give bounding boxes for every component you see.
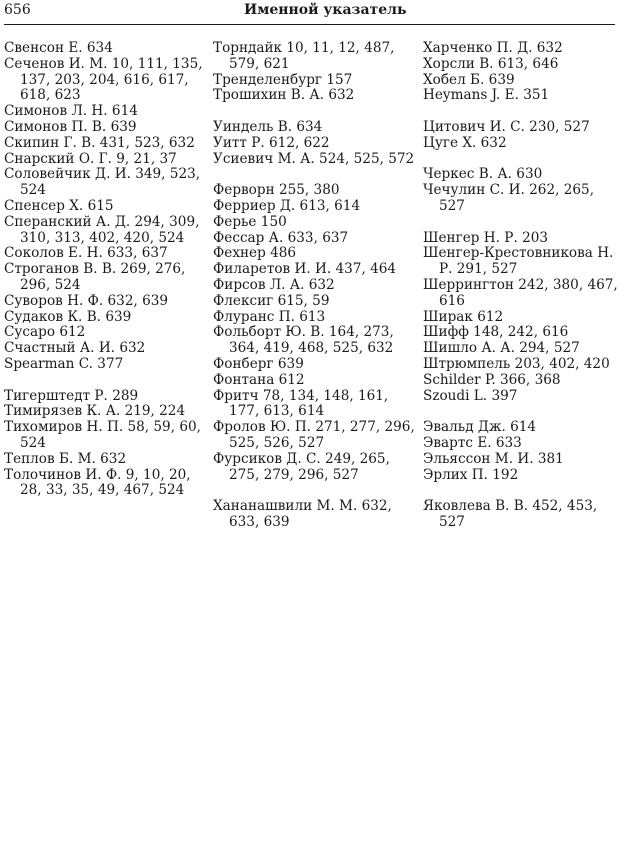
- index-group: [423, 420, 618, 483]
- index-group: [423, 120, 618, 152]
- index-entry: Флуранс П. 613: [213, 308, 326, 325]
- index-entry: Соловейчик Д. И. 349, 523, 524: [4, 166, 201, 199]
- page-header: [4, 0, 615, 25]
- index-entry: Фурсиков Д. С. 249, 265, 275, 279, 296, 527: [213, 450, 390, 483]
- index-entry: Хобел Б. 639: [423, 71, 515, 88]
- index-group: [4, 389, 209, 500]
- index-entry: Симонов Л. Н. 614: [4, 103, 138, 120]
- index-entry: Фритч 78, 134, 148, 161, 177, 613, 614: [213, 387, 389, 420]
- index-entry: Ферье 150: [213, 213, 287, 230]
- index-entry: Шифф 148, 242, 616: [423, 324, 569, 341]
- running-title: Именной указатель: [244, 2, 407, 18]
- index-entry: Сеченов И. М. 10, 111, 135, 137, 203, 204, 616, 617, 618, 623: [4, 55, 203, 104]
- index-entry: Тигерштедт Р. 289: [4, 387, 139, 404]
- index-entry: Симонов П. В. 639: [4, 118, 137, 135]
- index-entry: Шенгер Н. Р. 203: [423, 229, 549, 246]
- index-group: [423, 499, 618, 531]
- index-group: [423, 167, 618, 214]
- index-group: [213, 41, 418, 104]
- index-entry: Торндайк 10, 11, 12, 487, 579, 621: [213, 40, 395, 72]
- index-column-1: [4, 41, 209, 515]
- index-entry: Фольборт Ю. В. 164, 273, 364, 419, 468, 525, 632: [213, 324, 394, 357]
- index-entry: Усиевич М. А. 524, 525, 572: [213, 150, 415, 167]
- index-entry: Эрлих П. 192: [423, 466, 519, 483]
- index-group: [213, 183, 418, 483]
- index-entry: Филаретов И. И. 437, 464: [213, 261, 397, 278]
- index-group: [423, 231, 618, 405]
- index-entry: Фонберг 639: [213, 355, 304, 372]
- index-entry: Цитович И. С. 230, 527: [423, 118, 590, 135]
- index-entry: Тихомиров Н. П. 58, 59, 60, 524: [4, 419, 201, 451]
- index-entry: Шишло А. А. 294, 527: [423, 340, 580, 357]
- index-entry: Спенсер Х. 615: [4, 197, 114, 214]
- index-entry: Толочинов И. Ф. 9, 10, 20, 28, 33, 35, 49, 467, 524: [4, 466, 191, 499]
- index-entry: Сусаро 612: [4, 324, 86, 341]
- index-entry: Ширак 612: [423, 308, 504, 325]
- index-group: [423, 41, 618, 104]
- index-entry: Штрюмпель 203, 402, 420: [423, 355, 610, 372]
- index-entry: Сперанский А. Д. 294, 309, 310, 313, 402, 420, 524: [4, 213, 200, 246]
- index-entry: Уиндель В. 634: [213, 118, 323, 135]
- index-entry: Хорсли В. 613, 646: [423, 55, 559, 72]
- index-column-2: [213, 41, 418, 547]
- index-entry: Heymans J. E. 351: [423, 87, 550, 104]
- index-entry: Spearman C. 377: [4, 355, 124, 372]
- index-entry: Фехнер 486: [213, 245, 297, 262]
- index-entry: Тимирязев К. А. 219, 224: [4, 403, 186, 420]
- index-entry: Скипин Г. В. 431, 523, 632: [4, 134, 195, 151]
- index-entry: Schilder P. 366, 368: [423, 371, 561, 388]
- index-entry: Цуге Х. 632: [423, 134, 507, 151]
- index-entry: Эвальд Дж. 614: [423, 419, 537, 436]
- index-entry: Фролов Ю. П. 271, 277, 296, 525, 526, 527: [213, 419, 415, 451]
- index-entry: Черкес В. А. 630: [423, 166, 543, 183]
- index-group: [213, 499, 418, 531]
- index-entry: Счастный А. И. 632: [4, 340, 146, 357]
- index-entry: Яковлева В. В. 452, 453, 527: [423, 498, 598, 530]
- index-entry: Szoudi L. 397: [423, 387, 518, 404]
- index-group: [4, 41, 209, 373]
- index-entry: Шенгер-Крестовникова Н. Р. 291, 527: [423, 245, 614, 278]
- index-entry: Тренделенбург 157: [213, 71, 353, 88]
- index-entry: Шеррингтон 242, 380, 467, 616: [423, 276, 618, 309]
- index-entry: Суворов Н. Ф. 632, 639: [4, 292, 169, 309]
- index-entry: Трошихин В. А. 632: [213, 87, 355, 104]
- index-entry: Судаков К. В. 639: [4, 308, 132, 325]
- index-entry: Соколов Е. Н. 633, 637: [4, 245, 168, 262]
- page-number: 656: [4, 2, 31, 18]
- index-entry: Фонтана 612: [213, 371, 305, 388]
- index-entry: Харченко П. Д. 632: [423, 40, 563, 56]
- index-entry: Строганов В. В. 269, 276, 296, 524: [4, 261, 186, 293]
- index-entry: Теплов Б. М. 632: [4, 450, 127, 467]
- index-entry: Флексиг 615, 59: [213, 292, 330, 309]
- index-entry: Фирсов Л. А. 632: [213, 276, 335, 293]
- index-entry: Хананашвили М. М. 632, 633, 639: [213, 498, 392, 530]
- index-entry: Снарский О. Г. 9, 21, 37: [4, 150, 177, 167]
- index-entry: Фессар А. 633, 637: [213, 229, 349, 246]
- index-entry: Эльяссон М. И. 381: [423, 450, 564, 467]
- index-group: [213, 120, 418, 167]
- index-entry: Ферворн 255, 380: [213, 182, 340, 199]
- index-entry: Чечулин С. И. 262, 265, 527: [423, 182, 595, 214]
- index-entry: Свенсон Е. 634: [4, 40, 113, 56]
- index-entry: Уитт Р. 612, 622: [213, 134, 330, 151]
- index-entry: Эвартс Е. 633: [423, 434, 522, 451]
- index-column-3: [423, 41, 618, 547]
- index-entry: Ферриер Д. 613, 614: [213, 197, 361, 214]
